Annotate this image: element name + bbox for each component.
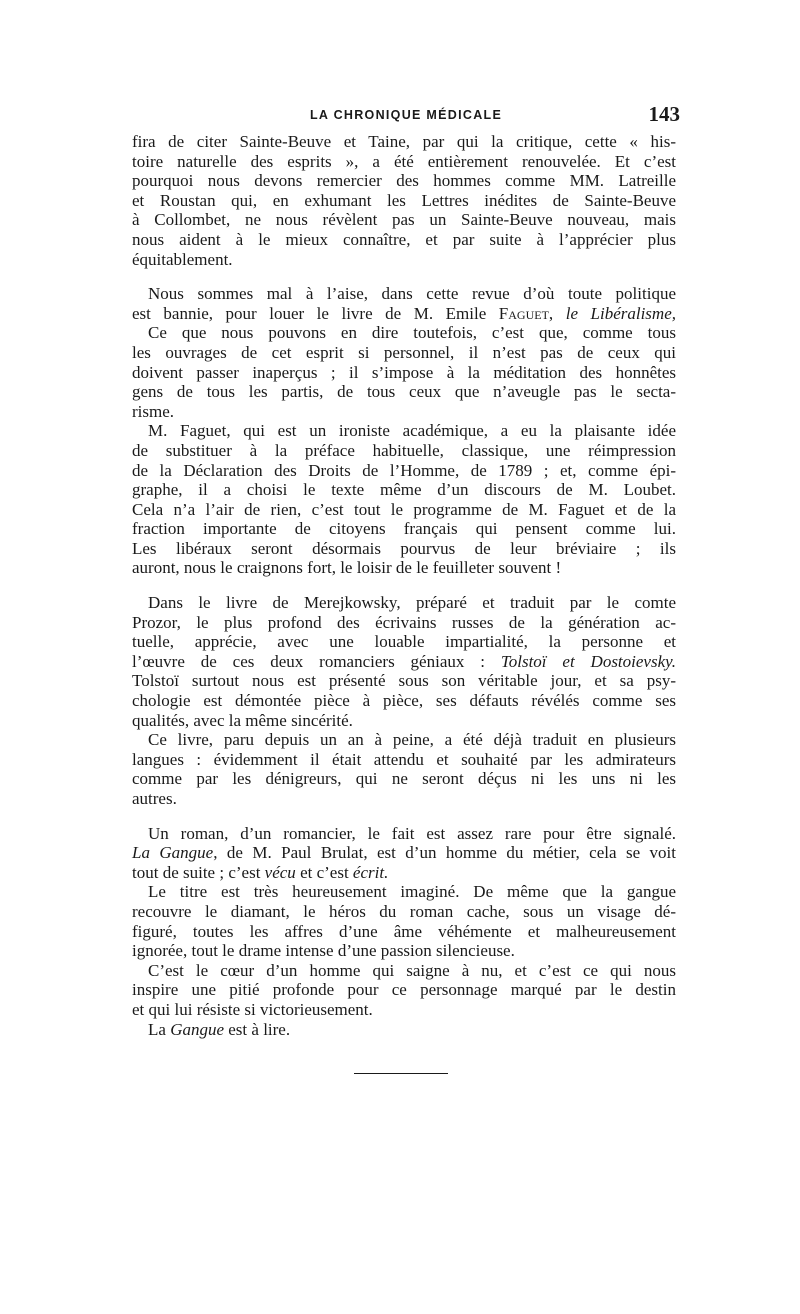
emphasis-text: écrit.	[352, 862, 389, 882]
text-line: M. Faguet, qui est un ironiste académique, a eu la plaisante idée	[148, 421, 676, 441]
text-line: Ce que nous pouvons en dire toutefois, c’est que, comme tous	[148, 323, 676, 343]
text-line: risme.	[132, 401, 175, 421]
text-line: comme par les dénigreurs, qui ne seront déçus ni les uns ni les	[132, 769, 676, 789]
text-line: C’est le cœur d’un homme qui saigne à nu, et c’est ce qui nous	[148, 960, 676, 980]
section-end-rule	[354, 1073, 448, 1074]
text-line: tout de suite ; c’est vécu et c’est écrit.	[132, 862, 389, 882]
text-line: figuré, toutes les affres d’une âme véhémente et malheureusement	[132, 921, 676, 941]
text-line: et Roustan qui, en exhumant les Lettres inédites de Sainte-Beuve	[132, 190, 676, 210]
text-line: autres.	[132, 789, 177, 808]
text-line: l’œuvre de ces deux romanciers géniaux : Tolstoï et Dostoievsky.	[132, 651, 676, 671]
paragraph-sainte-beuve	[132, 132, 676, 269]
text-line: La Gangue, de M. Paul Brulat, est d’un homme du métier, cela se voit	[132, 843, 677, 863]
paragraph-faguet	[132, 284, 676, 578]
text-line: Les libéraux seront désormais pourvus de leur bréviaire ; ils	[132, 538, 676, 558]
text-line: La Gangue est à lire.	[148, 1019, 291, 1039]
text-line: les ouvrages de cet esprit si personnel, il n’est pas de ceux qui	[132, 342, 676, 362]
text-line: nous aident à le mieux connaître, et par suite à l’apprécier plus	[132, 229, 676, 249]
text-line: Cela n’a l’air de rien, c’est tout le programme de M. Faguet et de la	[132, 499, 676, 519]
book-title: Gangue	[170, 1019, 225, 1039]
text-line: langues : évidemment il était attendu et souhaité par les admirateurs	[132, 749, 676, 769]
text-line: ignorée, tout le drame intense d’une passion silencieuse.	[132, 941, 515, 961]
book-title: La Gangue	[132, 843, 214, 863]
text-line: Dans le livre de Merejkowsky, préparé et traduit par le comte	[148, 593, 676, 613]
text-line: à Collombet, ne nous révèlent pas un Sainte-Beuve nouveau, mais	[132, 210, 676, 230]
text-line: Nous sommes mal à l’aise, dans cette revue d’où toute politique	[148, 284, 676, 304]
text-line: équitablement.	[132, 249, 233, 269]
emphasis-text: vécu	[264, 862, 296, 882]
text-line: tuelle, apprécie, avec une louable impartialité, la personne et	[132, 632, 676, 652]
text-line: toire naturelle des esprits », a été entièrement renouvelée. Et c’est	[132, 151, 676, 171]
paragraph-la-gangue	[132, 824, 676, 1040]
running-title: LA CHRONIQUE MÉDICALE	[310, 108, 503, 122]
text-line: Le titre est très heureusement imaginé. De même que la gangue	[148, 882, 676, 902]
text-line: de la Déclaration des Droits de l’Homme, de 1789 ; et, comme épi-	[132, 460, 676, 480]
text-line: chologie est démontée pièce à pièce, ses défauts révélés comme ses	[132, 691, 676, 711]
text-line: Ce livre, paru depuis un an à peine, a été déjà traduit en plusieurs	[148, 730, 676, 750]
text-line: pourquoi nous devons remercier des hommes comme MM. Latreille	[132, 171, 676, 191]
text-line: de substituer à la préface habituelle, classique, une réimpression	[132, 440, 676, 460]
text-line: et qui lui résiste si victorieusement.	[132, 999, 373, 1019]
text-line: Un roman, d’un romancier, le fait est assez rare pour être signalé.	[148, 823, 676, 843]
text-line: Prozor, le plus profond des écrivains russes de la génération ac-	[132, 612, 676, 632]
running-header	[132, 102, 680, 128]
text-line: inspire une pitié profonde pour ce personnage marqué par le destin	[132, 980, 676, 1000]
book-title: le Libéralisme,	[565, 303, 676, 323]
text-line: graphe, il a choisi le texte même d’un discours de M. Loubet.	[132, 480, 676, 500]
text-line: recouvre le diamant, le héros du roman cache, sous un visage dé-	[132, 901, 676, 921]
article-body	[132, 132, 676, 1039]
text-line: auront, nous le craignons fort, le loisir de le feuilleter souvent !	[132, 558, 562, 578]
text-line: fraction importante de citoyens français qui pensent comme lui.	[132, 519, 676, 539]
book-title: Tolstoï et Dostoievsky.	[500, 651, 676, 671]
text-line: gens de tous les partis, de tous ceux que n’aveugle pas le secta-	[132, 382, 676, 402]
text-line: qualités, avec la même sincérité.	[132, 710, 353, 730]
text-line: est bannie, pour louer le livre de M. Emile Faguet, le Libéralisme,	[132, 303, 676, 323]
paragraph-merejkowsky	[132, 593, 676, 809]
text-line: fira de citer Sainte-Beuve et Taine, par qui la critique, cette « his-	[132, 132, 676, 151]
text-line: doivent passer inaperçus ; il s’impose à la méditation des honnêtes	[132, 362, 676, 382]
text-line: Tolstoï surtout nous est présenté sous son véritable jour, et sa psy-	[132, 671, 676, 691]
page-number: 143	[648, 102, 680, 126]
author-name-smallcaps: Faguet	[498, 303, 549, 323]
